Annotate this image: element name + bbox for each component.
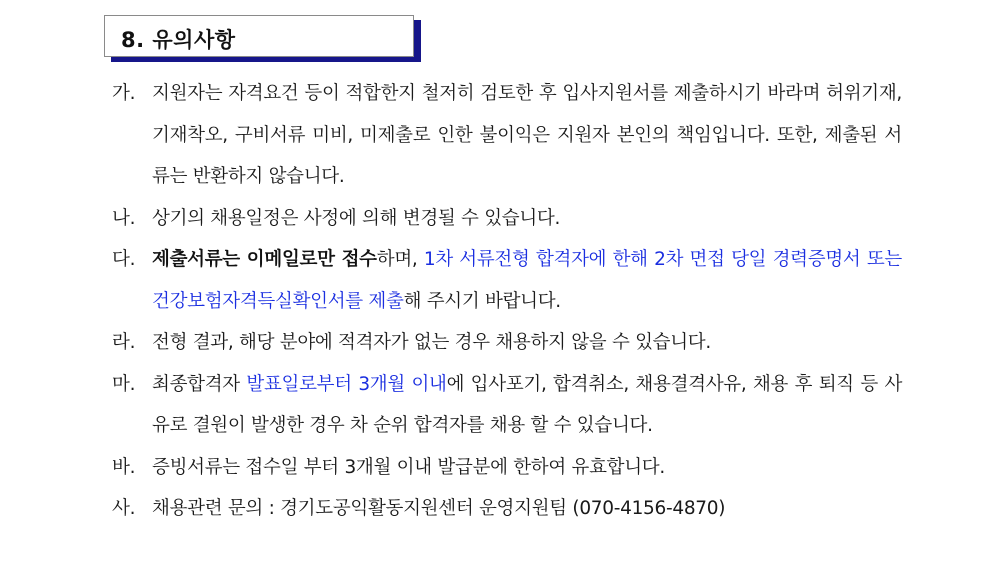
section-header-box [104, 15, 414, 57]
notice-item-ga [112, 73, 902, 198]
item-text: 채용관련 문의 : 경기도공익활동지원센터 운영지원팀 (070-4156-4870) [152, 498, 726, 519]
item-text: 증빙서류는 접수일 부터 3개월 이내 발급분에 한하여 유효합니다. [152, 456, 665, 478]
notice-item-da [112, 239, 902, 322]
item-text: 지원자는 자격요건 등이 적합한지 철저히 검토한 후 입사지원서를 제출하시기 바라며 허위기재, 기재착오, 구비서류 미비, 미제출로 인한 불이익은 지원자 본인의 책임입니다. 또한, 제출된 서류는 반환하지 않습니다. [152, 83, 902, 187]
notice-list [112, 73, 902, 530]
item-text: 최종합격자 [152, 373, 247, 395]
item-marker: 사. [112, 498, 136, 519]
item-marker: 나. [112, 207, 136, 229]
notice-item-ba [112, 447, 902, 489]
item-text: 해 주시기 바랍니다. [403, 290, 561, 312]
item-marker: 바. [112, 456, 136, 478]
item-marker: 다. [112, 249, 136, 270]
blue-emphasis-text: 발표일로부터 3개월 이내 [246, 373, 447, 395]
blue-emphasis-text: 1차 서류전형 합격자에 한해 2차 면접 당일 경력증명서 또는 건강보험자격득실확인서를 제출 [152, 249, 902, 312]
bold-emphasis-text: 제출서류는 이메일로만 접수 [152, 249, 377, 270]
notice-item-ma [112, 364, 902, 447]
notice-item-ra [112, 322, 902, 364]
notice-item-sa [112, 488, 902, 530]
item-text: 에 입사포기, 합격취소, 채용결격사유, 채용 후 퇴직 등 사유로 결원이 발생한 경우 차 순위 합격자를 채용 할 수 있습니다. [152, 373, 903, 436]
item-text: 전형 결과, 해당 분야에 적격자가 없는 경우 채용하지 않을 수 있습니다. [152, 332, 711, 353]
item-marker: 마. [112, 373, 136, 395]
item-marker: 가. [112, 83, 136, 104]
item-text: 상기의 채용일정은 사정에 의해 변경될 수 있습니다. [152, 207, 561, 229]
item-marker: 라. [112, 332, 136, 353]
section-title: 8. 유의사항 [121, 28, 236, 52]
notice-item-na [112, 198, 902, 240]
item-text: 하며, [376, 249, 424, 270]
